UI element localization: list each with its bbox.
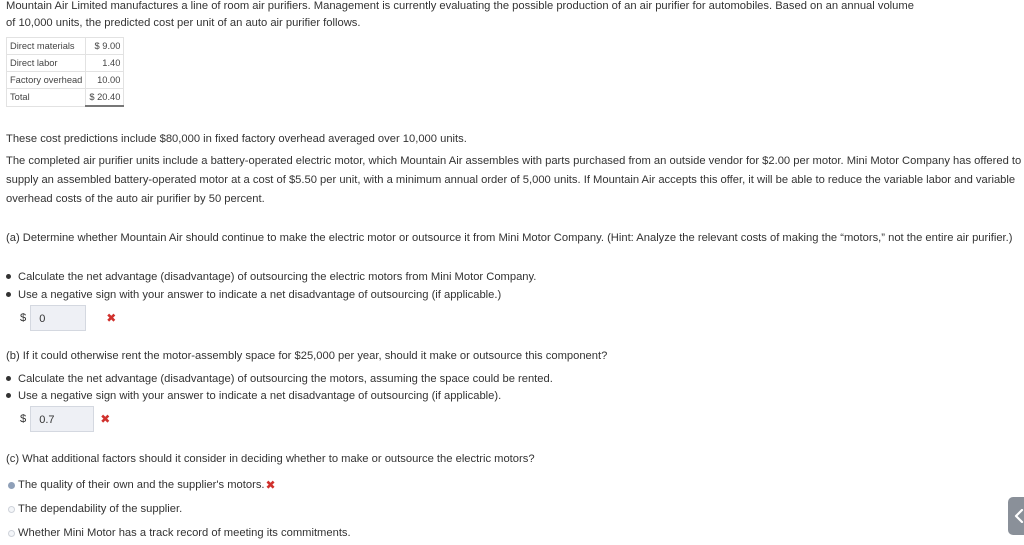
cost-amount: 10.00	[86, 72, 124, 89]
x-mark-icon: ✖	[106, 311, 117, 325]
part-b-bullet	[6, 388, 501, 405]
option-dependability[interactable]	[8, 501, 182, 518]
intro-line-2: of 10,000 units, the predicted cost per unit of an auto air purifier follows.	[6, 16, 361, 29]
radio-selected-icon[interactable]	[8, 482, 15, 489]
table-row	[7, 72, 124, 89]
cost-amount: $ 9.00	[86, 38, 124, 55]
table-row-total	[7, 89, 124, 107]
fixed-overhead-note: These cost predictions include $80,000 in fixed factory overhead averaged over 10,000 units.	[6, 133, 467, 145]
x-mark-icon: ✖	[100, 412, 111, 426]
intro-text	[6, 0, 1024, 31]
cost-label: Direct labor	[7, 55, 86, 72]
bullet-icon	[6, 274, 11, 279]
x-mark-icon: ✖	[265, 478, 276, 492]
intro-line-1: Mountain Air Limited manufactures a line of room air purifiers. Management is currently evaluating the possible production of an air purifier for automobiles. Based on an annual volume	[6, 0, 914, 12]
currency-label: $	[20, 312, 27, 324]
cost-amount: $ 20.40	[86, 89, 124, 107]
chevron-left-icon	[1014, 509, 1024, 523]
option-track-record[interactable]	[8, 525, 351, 542]
radio-icon[interactable]	[8, 530, 15, 537]
table-row	[7, 38, 124, 55]
bullet-text: Use a negative sign with your answer to indicate a net disadvantage of outsourcing (if applicable.)	[18, 289, 502, 301]
part-a-question: (a) Determine whether Mountain Air should continue to make the electric motor or outsource it from Mini Motor Company. (Hint: Analyze the relevant costs of making the “motors,” not the entire air purifier.)	[6, 232, 1013, 244]
table-row	[7, 55, 124, 72]
radio-icon[interactable]	[8, 506, 15, 513]
bullet-icon	[6, 393, 11, 398]
bullet-icon	[6, 376, 11, 381]
cost-table	[6, 37, 124, 107]
bullet-icon	[6, 292, 11, 297]
cost-label: Total	[7, 89, 86, 107]
bullet-text: Calculate the net advantage (disadvantage) of outsourcing the motors, assuming the space could be rented.	[18, 373, 553, 385]
option-label: Whether Mini Motor has a track record of meeting its commitments.	[18, 527, 351, 539]
part-a-answer-input[interactable]: 0	[30, 305, 86, 331]
currency-label: $	[20, 413, 27, 425]
side-panel-toggle[interactable]	[1008, 497, 1024, 535]
bullet-text: Use a negative sign with your answer to indicate a net disadvantage of outsourcing (if applicable).	[18, 390, 502, 402]
cost-label: Direct materials	[7, 38, 86, 55]
option-label: The dependability of the supplier.	[18, 503, 183, 515]
part-b-question: (b) If it could otherwise rent the motor-assembly space for $25,000 per year, should it make or outsource this component?	[6, 350, 608, 362]
cost-label: Factory overhead	[7, 72, 86, 89]
part-b-bullet	[6, 371, 553, 388]
part-a-bullet	[6, 269, 536, 286]
option-label: The quality of their own and the supplier's motors.	[18, 479, 265, 491]
cost-amount: 1.40	[86, 55, 124, 72]
bullet-text: Calculate the net advantage (disadvantage) of outsourcing the electric motors from Mini Motor Company.	[18, 271, 537, 283]
part-b-answer-input[interactable]: 0.7	[30, 406, 94, 432]
part-a-bullet	[6, 287, 501, 304]
part-a-answer-row	[20, 305, 116, 331]
part-c-question: (c) What additional factors should it consider in deciding whether to make or outsource the electric motors?	[6, 453, 535, 465]
scenario-text: The completed air purifier units include a battery-operated electric motor, which Mountain Air assembles with parts purchased from an outside vendor for $2.00 per motor. Mini Motor Company has offered to supply an assembled battery-operated motor at a cost of $5.50 per unit, with a minimum annual order of 5,000 units. If Mountain Air accepts this offer, it will be able to reduce the variable labor and variable overhead costs of the auto air purifier by 50 percent.	[6, 155, 1022, 205]
part-b-answer-row	[20, 406, 110, 432]
option-quality[interactable]	[8, 477, 276, 494]
